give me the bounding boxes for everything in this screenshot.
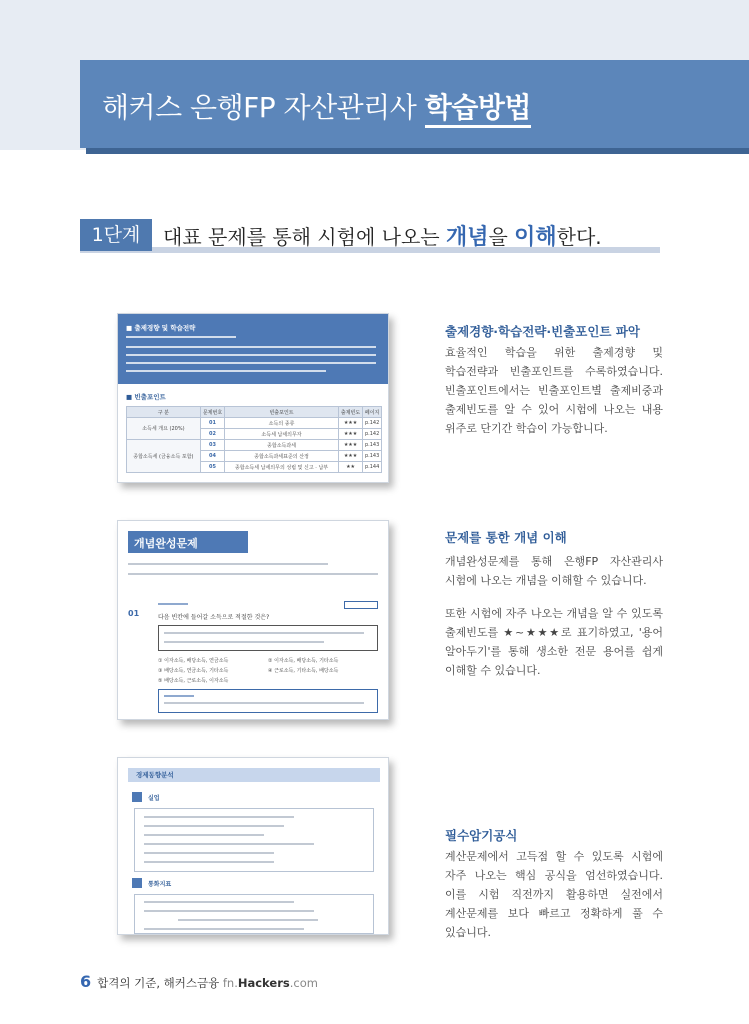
page-footer xyxy=(80,972,318,991)
text-line xyxy=(144,901,294,903)
question-number: 01 xyxy=(128,609,140,618)
table-cell-category: 종합소득세 (금융소득 포함) xyxy=(127,440,201,473)
table-cell-point: 종합소득과세 xyxy=(225,440,339,451)
text-line xyxy=(144,843,314,845)
section-body-concept: 개념완성문제를 통해 은행FP 자산관리사 시험에 나오는 개념을 이해할 수 있습니다. xyxy=(445,555,663,587)
table-cell-page: p.143 xyxy=(363,440,382,451)
question-box xyxy=(158,625,378,651)
page-title-prefix: 해커스 은행FP 자산관리사 xyxy=(102,91,425,124)
section-title: 통화지표 xyxy=(148,881,172,888)
text-line xyxy=(164,632,364,634)
table-cell-number: 02 xyxy=(200,429,224,440)
text-line xyxy=(126,336,236,338)
table-cell-frequency: ★★★ xyxy=(338,440,362,451)
footer-url xyxy=(223,976,318,990)
text-line xyxy=(144,852,274,854)
text-line xyxy=(128,563,328,565)
table-header: 페이지 xyxy=(363,407,382,418)
text-line xyxy=(178,919,318,921)
answer-option: ⑤ 배당소득, 근로소득, 이자소득 xyxy=(158,678,229,684)
footer-url-brand: Hackers xyxy=(237,976,290,990)
page-title-emphasis: 학습방법 xyxy=(425,91,531,128)
table-cell-page: p.142 xyxy=(363,429,382,440)
footer-url-suffix: .com xyxy=(289,976,318,990)
table-header-row xyxy=(127,407,382,418)
formula-preview-image xyxy=(117,757,389,935)
concept-problem-preview-image xyxy=(117,520,389,720)
table-cell-point: 소득의 종류 xyxy=(225,418,339,429)
section-title: 실업 xyxy=(148,795,160,802)
section-number-icon xyxy=(132,878,142,888)
text-line xyxy=(158,603,188,605)
table-cell-number: 05 xyxy=(200,462,224,473)
section-body-concept-2: 또한 시험에 자주 나오는 개념을 알 수 있도록 출제빈도를 ★~★★★로 표기하였고, '용어 알아두기'를 통해 생소한 전문 용어를 쉽게 이해할 수 있습니다. xyxy=(445,607,663,677)
step-text-2: 을 xyxy=(488,225,515,249)
table-cell-number: 04 xyxy=(200,451,224,462)
term-note-box xyxy=(158,689,378,713)
answer-option: ① 이자소득, 배당소득, 연금소득 xyxy=(158,658,229,664)
section-title-trend: 출제경향·학습전략·빈출포인트 파악 xyxy=(445,324,640,339)
step-highlight-concept: 개념 xyxy=(445,225,489,250)
table-cell-number: 03 xyxy=(200,440,224,451)
page-title xyxy=(102,86,531,126)
trend-heading: ■ 출제경향 및 학습전략 xyxy=(126,324,196,332)
frequent-point-table xyxy=(126,406,382,473)
footer-url-prefix: fn. xyxy=(222,976,238,990)
text-line xyxy=(164,695,194,697)
text-line xyxy=(144,910,314,912)
text-line xyxy=(126,354,376,356)
table-cell-number: 01 xyxy=(200,418,224,429)
table-cell-point: 소득세 납세의무자 xyxy=(225,429,339,440)
step-heading xyxy=(163,220,602,251)
table-row xyxy=(127,418,382,429)
table-header: 빈출포인트 xyxy=(225,407,339,418)
table-row xyxy=(127,440,382,451)
footer-text: 합격의 기준, 해커스금융 xyxy=(97,976,223,990)
section-body-trend: 효율적인 학습을 위한 출제경향 및 학습전략과 빈출포인트를 수록하였습니다. 빈출포인트에서는 빈출포인트별 출제비중과 출제빈도를 알 수 있어 시험에 나오는 내용 위주로 단기간 학습이 가능합니다. xyxy=(445,346,663,435)
page-number: 6 xyxy=(80,972,92,991)
question-text: 다음 빈칸에 들어갈 소득으로 적절한 것은? xyxy=(158,614,270,621)
concept-problem-title: 개념완성문제 xyxy=(134,537,198,550)
answer-option: ③ 배당소득, 연금소득, 기타소득 xyxy=(158,668,229,674)
text-line xyxy=(164,702,364,704)
table-cell-frequency: ★★★ xyxy=(338,418,362,429)
table-cell-point: 종합소득과세표준의 산정 xyxy=(225,451,339,462)
table-header: 구 분 xyxy=(127,407,201,418)
section-body-formula: 계산문제에서 고득점 할 수 있도록 시험에 자주 나오는 핵심 공식을 엄선하였습니다. 이를 시험 직전까지 활용하면 실전에서 계산문제를 보다 빠르고 정확하게 풀 수 있습니다. xyxy=(445,850,663,939)
text-line xyxy=(126,370,326,372)
step-label: 1단계 xyxy=(80,219,152,251)
table-cell-page: p.142 xyxy=(363,418,382,429)
table-cell-page: p.144 xyxy=(363,462,382,473)
text-line xyxy=(128,573,378,575)
table-cell-frequency: ★★★ xyxy=(338,451,362,462)
text-line xyxy=(144,834,264,836)
text-line xyxy=(164,641,324,643)
text-line xyxy=(126,346,376,348)
text-line xyxy=(144,816,294,818)
text-line xyxy=(144,861,274,863)
text-line xyxy=(126,362,376,364)
table-cell-page: p.143 xyxy=(363,451,382,462)
frequent-point-heading: ■ 빈출포인트 xyxy=(126,393,166,401)
table-cell-point: 종합소득세 납세의무의 성립 및 신고 · 납부 xyxy=(225,462,339,473)
step-text-3: 한다. xyxy=(556,225,602,249)
section-title-concept: 문제를 통한 개념 이해 xyxy=(445,530,567,545)
section-number-icon xyxy=(132,792,142,802)
formula-title: 경제동향분석 xyxy=(136,771,174,779)
table-header: 문제번호 xyxy=(200,407,224,418)
table-header: 출제빈도 xyxy=(338,407,362,418)
text-line xyxy=(144,928,304,930)
step-text-1: 대표 문제를 통해 시험에 나오는 xyxy=(163,225,446,249)
answer-option: ② 이자소득, 배당소득, 기타소득 xyxy=(268,658,339,664)
table-cell-category: 소득세 개요 (20%) xyxy=(127,418,201,440)
table-cell-frequency: ★★★ xyxy=(338,429,362,440)
trend-preview-image xyxy=(117,313,389,483)
answer-option: ④ 근로소득, 기타소득, 배당소득 xyxy=(268,668,339,674)
frequency-tag xyxy=(344,601,378,609)
step-highlight-understand: 이해 xyxy=(514,225,557,250)
text-line xyxy=(144,825,284,827)
section-title-formula: 필수암기공식 xyxy=(445,828,518,843)
table-cell-frequency: ★★ xyxy=(338,462,362,473)
